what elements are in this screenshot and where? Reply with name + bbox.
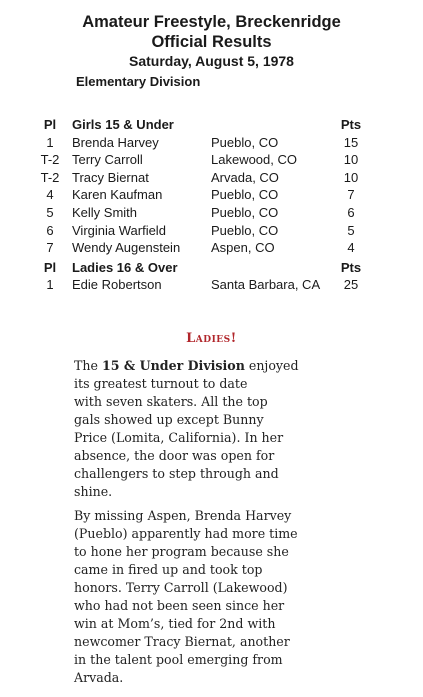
article-line: to hone her program because she xyxy=(74,544,289,559)
event-date: Saturday, August 5, 1978 xyxy=(129,53,294,69)
skater-location: Pueblo, CO xyxy=(211,134,279,150)
article-line: Price (Lomita, California). In her xyxy=(74,430,284,445)
article-line: (Pueblo) apparently had more time xyxy=(74,526,298,541)
col-place-header: Pl xyxy=(43,117,57,132)
points: 25 xyxy=(343,277,359,293)
article-line: newcomer Tracy Biernat, another xyxy=(74,634,290,649)
col-points-header: Pts xyxy=(340,117,362,132)
table-row xyxy=(0,151,423,169)
place: 7 xyxy=(46,240,54,256)
article-paragraph-2 xyxy=(74,507,342,687)
division-emphasis: 15 & Under Division xyxy=(101,358,245,373)
division-label: Elementary Division xyxy=(76,74,201,89)
table-header-girls xyxy=(0,116,423,134)
article-line: in the talent pool emerging from xyxy=(74,652,283,667)
table-row xyxy=(0,169,423,187)
skater-location: Arvada, CO xyxy=(211,169,279,185)
points: 10 xyxy=(343,152,359,168)
skater-name: Virginia Warfield xyxy=(72,222,166,238)
article-line: who had not been seen since her xyxy=(74,598,285,613)
table-header-ladies xyxy=(0,259,423,277)
article-line: honors. Terry Carroll (Lakewood) xyxy=(74,580,288,595)
place: 1 xyxy=(46,134,54,150)
results-table xyxy=(0,116,423,294)
article-line: Arvada. xyxy=(74,670,124,685)
article-line: challengers to step through and xyxy=(74,466,279,481)
results-subtitle: Official Results xyxy=(151,33,272,51)
event-title: Amateur Freestyle, Breckenridge xyxy=(82,13,341,31)
place: T-2 xyxy=(40,169,60,185)
article-body xyxy=(74,357,342,693)
article-line: its greatest turnout to date xyxy=(74,376,248,391)
points: 4 xyxy=(347,240,355,256)
skater-location: Pueblo, CO xyxy=(211,222,279,238)
skater-name: Terry Carroll xyxy=(72,152,143,168)
skater-name: Edie Robertson xyxy=(72,277,162,293)
skater-location: Pueblo, CO xyxy=(211,204,279,220)
results-header xyxy=(0,12,423,70)
article-line: with seven skaters. All the top xyxy=(74,394,268,409)
place: 6 xyxy=(46,222,54,238)
article-title: Ladies! xyxy=(186,331,237,346)
skater-location: Lakewood, CO xyxy=(211,152,297,168)
points: 7 xyxy=(347,187,355,203)
article-paragraph-1 xyxy=(74,357,342,501)
category-ladies-16-over: Ladies 16 & Over xyxy=(72,259,178,275)
skater-location: Pueblo, CO xyxy=(211,187,279,203)
skater-location: Santa Barbara, CA xyxy=(211,277,321,293)
article-line: shine. xyxy=(74,484,113,499)
table-row xyxy=(0,276,423,294)
table-row xyxy=(0,134,423,152)
article-line: By missing Aspen, Brenda Harvey xyxy=(74,508,292,523)
skater-name: Wendy Augenstein xyxy=(72,240,181,256)
skater-name: Karen Kaufman xyxy=(72,187,163,203)
points: 15 xyxy=(343,134,359,150)
points: 6 xyxy=(347,204,355,220)
skater-name: Tracy Biernat xyxy=(72,169,149,185)
points: 5 xyxy=(347,222,355,238)
place: 4 xyxy=(46,187,54,203)
points: 10 xyxy=(343,169,359,185)
skater-name: Brenda Harvey xyxy=(72,134,159,150)
article-line: absence, the door was open for xyxy=(74,448,275,463)
skater-location: Aspen, CO xyxy=(211,240,275,256)
article-line: win at Mom’s, tied for 2nd with xyxy=(74,616,276,631)
table-row xyxy=(0,222,423,240)
place: 5 xyxy=(46,204,54,220)
place: T-2 xyxy=(40,152,60,168)
table-row xyxy=(0,204,423,222)
article-line: The 15 & Under Division enjoyed xyxy=(74,358,299,373)
col-points-header: Pts xyxy=(340,259,362,275)
table-row xyxy=(0,186,423,204)
place: 1 xyxy=(46,277,54,293)
table-row xyxy=(0,239,423,257)
article-line: gals showed up except Bunny xyxy=(74,412,264,427)
skater-name: Kelly Smith xyxy=(72,204,138,220)
category-girls-15-under: Girls 15 & Under xyxy=(72,117,174,132)
article-line: came in fired up and took top xyxy=(74,562,263,577)
col-place-header: Pl xyxy=(43,259,57,275)
